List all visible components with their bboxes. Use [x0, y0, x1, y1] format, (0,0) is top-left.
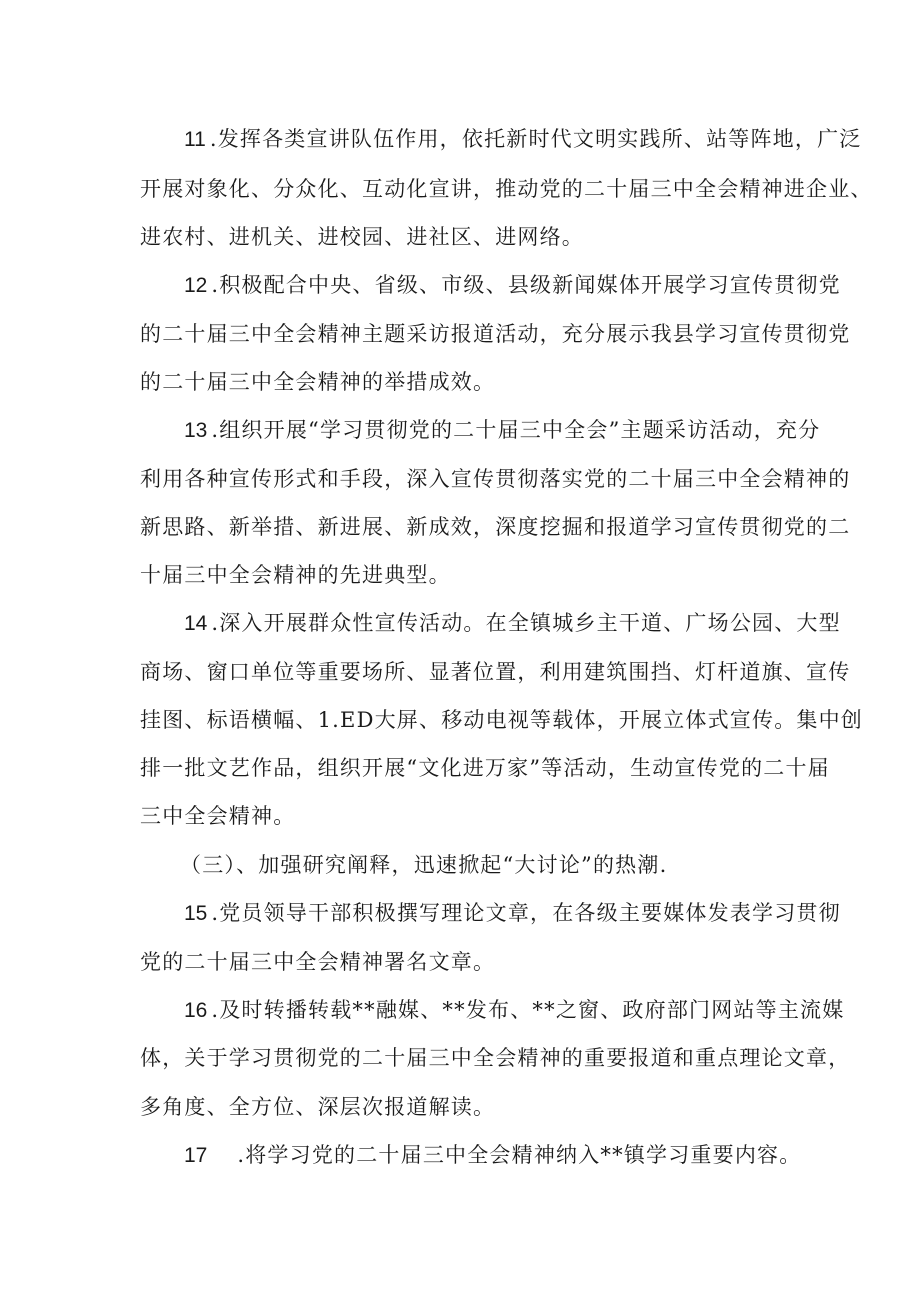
item-number: 11 [184, 128, 206, 151]
paragraph-15-line-1 [184, 898, 841, 929]
paragraph-14-line-2: 商场、窗口单位等重要场所、显著位置，利用建筑围挡、灯杆道旗、宣传 [140, 660, 851, 684]
paragraph-text: .积极配合中央、省级、市级、县级新闻媒体开展学习宣传贯彻党 [211, 273, 841, 297]
paragraph-13-line-4: 十届三中全会精神的先进典型。 [140, 563, 451, 587]
paragraph-14-line-5: 三中全会精神。 [140, 804, 296, 828]
paragraph-text: .发挥各类宣讲队伍作用，依托新时代文明实践所、站等阵地，广泛 [209, 127, 862, 151]
paragraph-12-line-1 [184, 270, 841, 301]
paragraph-13-line-1 [184, 415, 820, 446]
paragraph-14-line-1 [184, 608, 841, 639]
paragraph-14-line-4: 排一批文艺作品，组织开展“文化进万家”等活动，生动宣传党的二十届 [140, 756, 830, 780]
item-number: 13 [184, 419, 208, 442]
item-number: 17 [184, 1144, 208, 1167]
paragraph-12-line-2: 的二十届三中全会精神主题采访报道活动，充分展示我县学习宣传贯彻党 [140, 322, 851, 346]
paragraph-12-line-3: 的二十届三中全会精神的举措成效。 [140, 370, 496, 394]
paragraph-11-line-3: 进农村、进机关、进校园、进社区、进网络。 [140, 225, 584, 249]
paragraph-text: .党员领导干部积极撰写理论文章，在各级主要媒体发表学习贯彻 [211, 901, 841, 925]
paragraph-text: .及时转播转载**融媒、**发布、**之窗、政府部门网站等主流媒 [211, 998, 845, 1022]
paragraph-text: .组织开展“学习贯彻党的二十届三中全会”主题采访活动，充分 [211, 418, 821, 442]
paragraph-13-line-2: 利用各种宣传形式和手段，深入宣传贯彻落实党的二十届三中全会精神的 [140, 467, 851, 491]
paragraph-16-line-2: 体，关于学习贯彻党的二十届三中全会精神的重要报道和重点理论文章， [140, 1046, 851, 1070]
paragraph-17-line-1 [184, 1140, 801, 1171]
paragraph-text: .将学习党的二十届三中全会精神纳入**镇学习重要内容。 [237, 1143, 802, 1167]
paragraph-11-line-2: 开展对象化、分众化、互动化宣讲，推动党的二十届三中全会精神进企业、 [140, 177, 873, 201]
paragraph-15-line-2: 党的二十届三中全会精神署名文章。 [140, 950, 496, 974]
paragraph-16-line-1 [184, 995, 844, 1026]
item-number: 16 [184, 999, 208, 1022]
item-number: 15 [184, 902, 208, 925]
paragraph-text: .深入开展群众性宣传活动。在全镇城乡主干道、广场公园、大型 [211, 611, 841, 635]
paragraph-11-line-1 [184, 124, 862, 155]
paragraph-16-line-3: 多角度、全方位、深层次报道解读。 [140, 1095, 496, 1119]
section-heading: （三）、加强研究阐释，迅速掀起“大讨论”的热潮. [180, 853, 668, 877]
item-number: 14 [184, 612, 208, 635]
paragraph-13-line-3: 新思路、新举措、新进展、新成效，深度挖掘和报道学习宣传贯彻党的二 [140, 515, 851, 539]
paragraph-14-line-3: 挂图、标语横幅、1.ED大屏、移动电视等载体，开展立体式宣传。集中创 [140, 708, 863, 732]
item-number: 12 [184, 274, 208, 297]
